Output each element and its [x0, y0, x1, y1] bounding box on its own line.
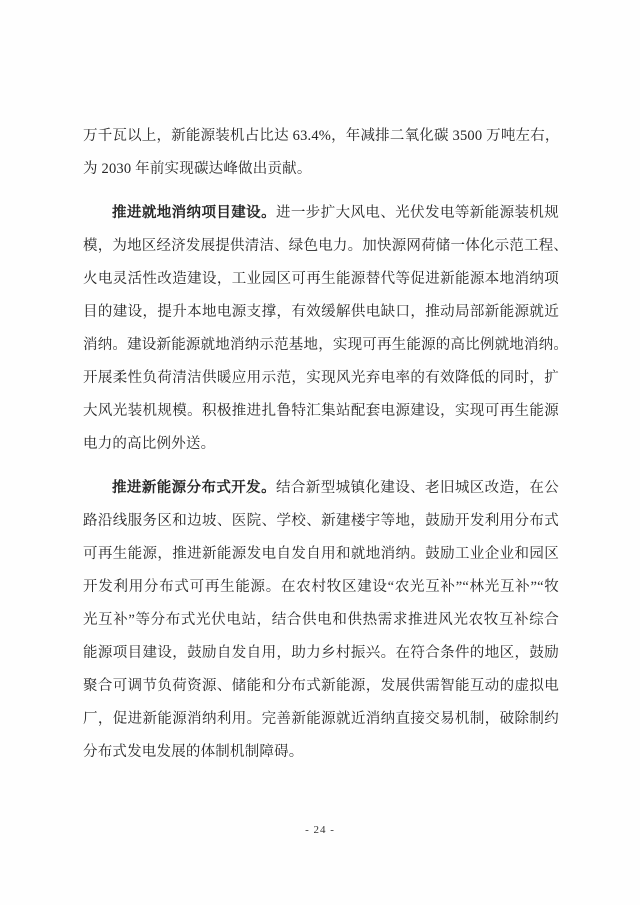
text-line: 模，为地区经济发展提供清洁、绿色电力。加快源网荷储一体化示范工程、 [83, 238, 569, 254]
paragraph-distributed-development [83, 472, 559, 769]
text-line [83, 472, 559, 505]
text-line: 目的建设，提升本地电源支撑，有效缓解供电缺口，推动局部新能源就近 [83, 304, 559, 320]
text-line: 火电灵活性改造建设，工业园区可再生能源替代等促进新能源本地消纳项 [83, 271, 559, 287]
text-line: 能源项目建设，鼓励自发自用，助力乡村振兴。在符合条件的地区，鼓励 [83, 645, 559, 661]
text-line: 分布式发电发展的体制机制障碍。 [83, 744, 304, 760]
paragraph-heading: 推进新能源分布式开发。 [112, 480, 276, 496]
page-number: - 24 - [305, 824, 335, 836]
text-line: 开展柔性负荷清洁供暖应用示范，实现风光弃电率的有效降低的同时，扩 [83, 370, 559, 386]
paragraph-carryover [83, 120, 559, 186]
text-line: 为 2030 年前实现碳达峰做出贡献。 [83, 161, 312, 177]
document-body [83, 120, 569, 780]
text-line: 万千瓦以上，新能源装机占比达 63.4%，年减排二氧化碳 3500 万吨左右， [83, 128, 560, 144]
text-line: 光互补”等分布式光伏电站，结合供电和供热需求推进风光农牧互补综合 [83, 612, 559, 628]
text-line: 电力的高比例外送。 [83, 436, 216, 452]
text-line: 开发利用分布式可再生能源。在农村牧区建设“农光互补”“林光互补”“牧 [83, 579, 559, 595]
text-line: 路沿线服务区和边坡、医院、学校、新建楼宇等地，鼓励开发利用分布式 [83, 513, 559, 529]
paragraph-local-consumption [83, 197, 569, 461]
text-line: 消纳。建设新能源就地消纳示范基地，实现可再生能源的高比例就地消纳。 [83, 337, 569, 353]
text-run: 进一步扩大风电、光伏发电等新能源装机规 [275, 205, 559, 221]
text-line: 聚合可调节负荷资源、储能和分布式新能源，发展供需智能互动的虚拟电 [83, 678, 559, 694]
text-line [83, 197, 559, 230]
paragraph-heading: 推进就地消纳项目建设。 [112, 205, 276, 221]
text-line: 厂，促进新能源消纳利用。完善新能源就近消纳直接交易机制，破除制约 [83, 711, 559, 727]
text-line: 大风光装机规模。积极推进扎鲁特汇集站配套电源建设，实现可再生能源 [83, 403, 559, 419]
text-run: 结合新型城镇化建设、老旧城区改造，在公 [275, 480, 559, 496]
text-line: 可再生能源，推进新能源发电自发自用和就地消纳。鼓励工业企业和园区 [83, 546, 559, 562]
